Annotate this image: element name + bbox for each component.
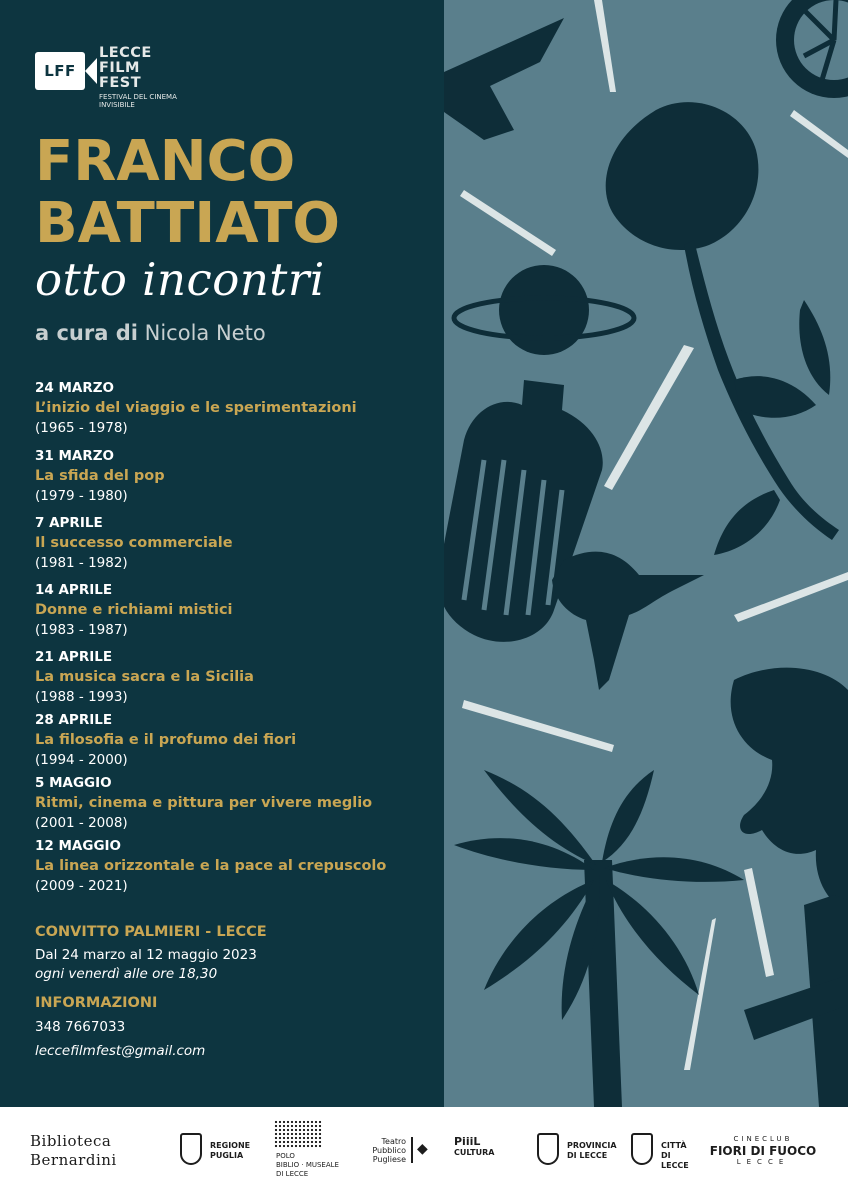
silhouette-illustration xyxy=(444,0,848,1107)
logo-abbreviation: LFF xyxy=(35,52,85,90)
event-item xyxy=(35,581,435,639)
event-years: (1988 - 1993) xyxy=(35,689,128,705)
event-years: (1979 - 1980) xyxy=(35,488,128,504)
heron-silhouette xyxy=(552,552,704,690)
camera-icon xyxy=(85,58,97,84)
event-date: 14 APRILE xyxy=(35,582,113,598)
event-years: (1983 - 1987) xyxy=(35,622,128,638)
event-date: 31 MARZO xyxy=(35,448,115,464)
email-address: leccefilmfest@gmail.com xyxy=(35,1043,206,1059)
planet-silhouette xyxy=(454,265,634,355)
palm-silhouette xyxy=(454,770,744,1107)
event-item xyxy=(35,774,435,832)
event-item xyxy=(35,648,435,706)
provincia-lecce-logo: PROVINCIA DI LECCE xyxy=(537,1133,607,1167)
title-first-name: FRANCO xyxy=(35,129,296,194)
rose-silhouette xyxy=(606,102,839,555)
date-range: Dal 24 marzo al 12 maggio 2023 xyxy=(35,947,257,963)
event-item xyxy=(35,379,435,437)
event-title: La musica sacra e la Sicilia xyxy=(35,669,254,685)
event-title: La filosofia e il profumo dei fiori xyxy=(35,732,297,748)
festival-name: LECCE FILM FEST xyxy=(99,45,152,91)
event-date: 12 MAGGIO xyxy=(35,838,122,854)
event-title: Il successo commerciale xyxy=(35,535,233,551)
program-panel xyxy=(0,0,444,1107)
dark-silhouettes xyxy=(444,0,848,1107)
event-date: 24 MARZO xyxy=(35,380,115,396)
piil-cultura-logo: PiiiL CULTURA xyxy=(454,1135,495,1157)
event-years: (1965 - 1978) xyxy=(35,420,128,436)
spear-silhouette xyxy=(444,18,564,140)
title-last-name: BATTIATO xyxy=(35,191,340,256)
illustration-panel xyxy=(444,0,848,1107)
festival-logo xyxy=(35,47,185,115)
biblioteca-bernardini-logo: Biblioteca Bernardini xyxy=(30,1132,117,1169)
event-date: 5 MAGGIO xyxy=(35,775,112,791)
polo-biblio-museale-logo: POLO BIBLIO · MUSEALE DI LECCE xyxy=(274,1120,354,1180)
event-item xyxy=(35,447,435,505)
venue-name: CONVITTO PALMIERI - LECCE xyxy=(35,924,267,940)
phone-number: 348 7667033 xyxy=(35,1019,126,1035)
curator-label: a cura di xyxy=(35,321,138,345)
regione-crest-icon xyxy=(180,1133,202,1165)
event-years: (2009 - 2021) xyxy=(35,878,128,894)
provincia-crest-icon xyxy=(537,1133,559,1165)
event-title: La sfida del pop xyxy=(35,468,165,484)
info-heading: INFORMAZIONI xyxy=(35,995,158,1011)
theatre-mask-icon: ◆ xyxy=(417,1141,428,1157)
citta-lecce-logo: CITTÀ DI LECCE xyxy=(631,1133,691,1167)
event-date: 28 APRILE xyxy=(35,712,113,728)
teatro-pubblico-pugliese-logo: Teatro Pubblico Pugliese ◆ xyxy=(372,1137,428,1164)
event-title: Donne e richiami mistici xyxy=(35,602,233,618)
event-years: (2001 - 2008) xyxy=(35,815,128,831)
lemon-silhouette xyxy=(776,0,848,98)
event-date: 7 APRILE xyxy=(35,515,103,531)
event-years: (1981 - 1982) xyxy=(35,555,128,571)
regione-puglia-logo: REGIONE PUGLIA xyxy=(180,1133,260,1167)
curator-name: Nicola Neto xyxy=(144,321,266,345)
weekly-schedule: ogni venerdì alle ore 18,30 xyxy=(35,966,218,982)
event-date: 21 APRILE xyxy=(35,649,113,665)
event-title: La linea orizzontale e la pace al crepuscolo xyxy=(35,858,387,874)
event-item xyxy=(35,837,435,895)
event-item xyxy=(35,711,435,769)
event-years: (1994 - 2000) xyxy=(35,752,128,768)
dot-pattern-icon xyxy=(274,1120,322,1148)
event-title: Ritmi, cinema e pittura per vivere meglio xyxy=(35,795,373,811)
festival-tagline: FESTIVAL DEL CINEMA INVISIBILE xyxy=(99,93,177,109)
curator-line xyxy=(35,320,266,346)
event-title: L’inizio del viaggio e le sperimentazioni xyxy=(35,400,357,416)
event-item xyxy=(35,514,435,572)
citta-crest-icon xyxy=(631,1133,653,1165)
subtitle: otto incontri xyxy=(35,253,325,306)
cineclub-fiori-di-fuoco-logo: CINECLUB FIORI DI FUOCO LECCE xyxy=(709,1135,817,1166)
